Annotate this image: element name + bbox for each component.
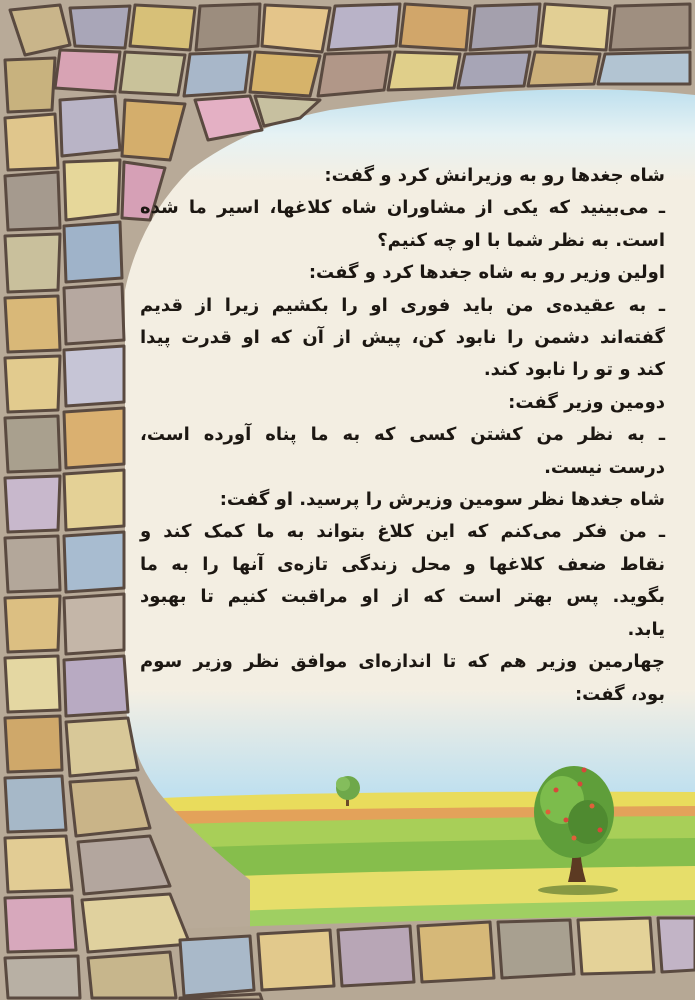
text-line: ـ من فکر می‌کنم که این کلاغ بتواند به ما کمک کند و	[140, 521, 665, 543]
story-text	[140, 160, 665, 711]
text-line: نقاط ضعف کلاغها و محل زندگی تازه‌ی آنها را به ما	[140, 553, 665, 575]
text-line: درست نیست.	[544, 456, 665, 478]
text-line: شاه جغدها نظر سومین وزیرش را پرسید. او گفت:	[219, 489, 665, 511]
text-line: است. به نظر شما با او چه کنیم؟	[377, 229, 665, 251]
text-line: شاه جغدها رو به وزیرانش کرد و گفت:	[324, 165, 665, 186]
text-line: یابد.	[627, 618, 665, 640]
text-line: کند و تو را نابود کند.	[483, 359, 665, 381]
text-line: بگوید. پس بهتر است که از او مراقبت کنیم تا بهبود	[140, 586, 665, 608]
text-line: ـ به نظر من کشتن کسی که به ما پناه آورده است،	[140, 424, 665, 446]
text-line: ـ می‌بینید که یکی از مشاوران شاه کلاغها، اسیر ما شده	[140, 197, 665, 219]
text-line: بود، گفت:	[574, 683, 665, 705]
text-line: اولین وزیر رو به شاه جغدها کرد و گفت:	[308, 262, 665, 284]
text-line: چهارمین وزیر هم که تا اندازه‌ای موافق نظر وزیر سوم	[140, 651, 665, 673]
text-line: ـ به عقیده‌ی من باید فوری او را بکشیم زیرا از قدیم	[140, 294, 665, 316]
text-line: دومین وزیر گفت:	[508, 391, 665, 413]
text-line: گفته‌اند دشمن را نابود کن، پیش از آن که او قدرت پیدا	[140, 327, 665, 349]
